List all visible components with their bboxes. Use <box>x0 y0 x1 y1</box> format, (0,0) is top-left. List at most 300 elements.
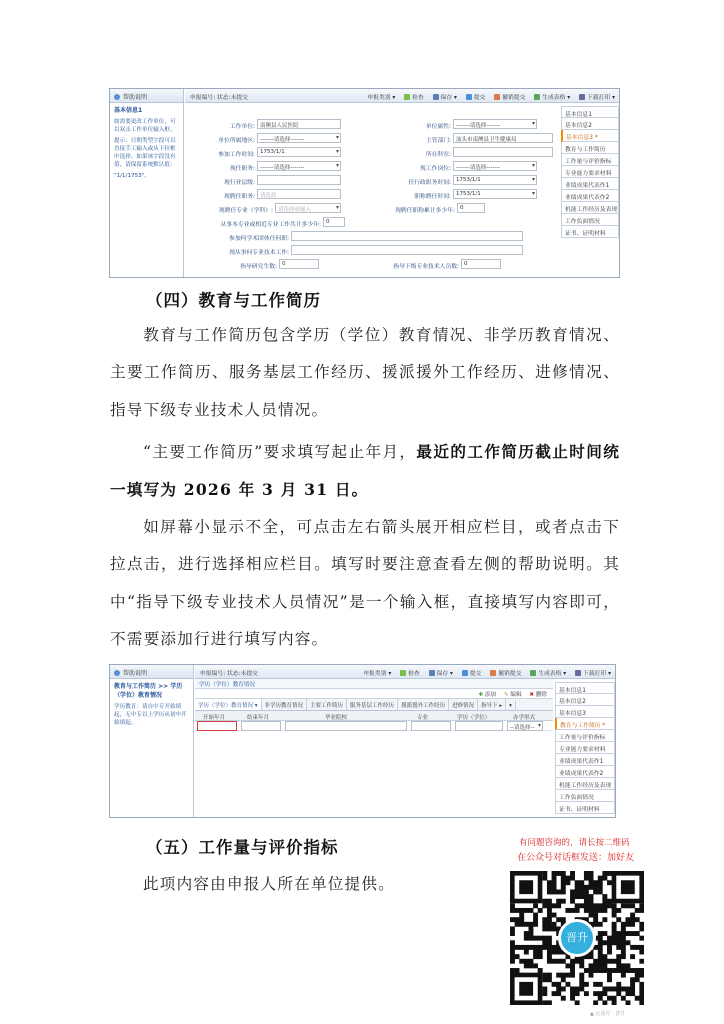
field-label: 工作单位: <box>229 124 255 130</box>
qr-module <box>593 917 598 922</box>
qr-module <box>570 899 575 904</box>
position-select[interactable]: -------请选择------- ▾ <box>257 161 341 171</box>
total-years-input[interactable]: 0 <box>323 217 345 227</box>
qr-module <box>575 894 580 899</box>
qr-module <box>635 996 640 1001</box>
delete-icon: ✖ <box>529 692 535 698</box>
nav-item-active[interactable]: 教育与工作简历 * <box>555 718 615 730</box>
revoke-submit-button[interactable]: 撤销提交 <box>494 92 525 101</box>
status-text: 申报编号: 状态:未提交 <box>200 671 258 677</box>
qr-module <box>607 996 612 1001</box>
qr-module <box>510 940 515 945</box>
qr-module <box>598 950 603 955</box>
work-start-date[interactable]: 1753/1/1 ▾ <box>257 147 341 157</box>
nav-item[interactable]: 基本信息1 <box>561 106 619 118</box>
declare-type-menu[interactable]: 申报类别 ▾ <box>367 95 396 101</box>
qr-module <box>547 885 552 890</box>
years-input[interactable]: 0 <box>457 203 485 213</box>
revoke-icon <box>490 670 496 676</box>
generate-table-button[interactable]: 生成表格 ▾ <box>530 668 566 677</box>
tab-aid[interactable]: 援派援外工作经历 <box>398 699 449 710</box>
qr-code <box>510 871 644 1005</box>
qr-module <box>621 963 626 968</box>
end-date-cell[interactable] <box>241 721 281 731</box>
nav-item[interactable]: 教育与工作简历 <box>561 142 619 154</box>
qr-module <box>602 871 607 876</box>
qr-module <box>579 987 584 992</box>
qr-module <box>607 936 612 941</box>
qr-module <box>589 954 594 959</box>
delete-button[interactable]: ✖ 删除 <box>529 692 547 698</box>
field-label: 单位所属地区: <box>218 138 255 144</box>
qr-module <box>542 899 547 904</box>
qr-module <box>579 973 584 978</box>
authority-input[interactable]: 汕头市南澳县卫生健康局 <box>453 133 553 143</box>
qr-module <box>589 963 594 968</box>
download-print-button[interactable]: 下载打印 ▾ <box>575 668 611 677</box>
nav-item[interactable]: 证书、证明材料 <box>561 226 619 238</box>
admin-level-input[interactable] <box>257 175 341 185</box>
qr-module <box>519 922 524 927</box>
qr-module <box>542 922 547 927</box>
qr-module <box>579 959 584 964</box>
qr-note-1: 有问题咨询的，请长按二维码 <box>519 838 630 848</box>
nav-item[interactable]: 机能工作经历及表现 <box>561 202 619 214</box>
tab-more-dropdown[interactable]: ▾ <box>506 701 516 712</box>
qr-module <box>639 903 644 908</box>
qr-module <box>542 987 547 992</box>
qr-module <box>565 982 570 987</box>
qr-module <box>524 931 529 936</box>
submit-icon <box>462 670 468 676</box>
qr-module <box>607 903 612 908</box>
qr-module <box>626 931 631 936</box>
qr-module <box>542 926 547 931</box>
study-form-select[interactable]: --请选择-- ▾ <box>507 721 543 731</box>
qr-module <box>528 945 533 950</box>
column-header: 毕业院校 <box>325 715 348 721</box>
qr-module <box>579 903 584 908</box>
qr-module <box>598 903 603 908</box>
nav-item-active[interactable]: 基本信息3 * <box>561 130 619 142</box>
qr-module <box>639 968 644 973</box>
qr-module <box>616 936 621 941</box>
help-text: 提示：日期类型字段可以直接手工输入或从下拉框中选择。如果该字段没有值，请保留系统默认值： <box>114 138 176 168</box>
qr-module <box>561 973 566 978</box>
action-bar <box>195 689 553 699</box>
qr-module <box>552 926 557 931</box>
nav-item[interactable]: 专业能力要求材料 <box>555 742 615 754</box>
save-icon <box>433 94 439 100</box>
qr-module <box>602 963 607 968</box>
tab-training[interactable]: 进修情况 <box>449 699 478 710</box>
basic-info-form <box>185 103 561 278</box>
department-input[interactable] <box>453 147 553 157</box>
form-row <box>185 133 561 143</box>
field-label: 现聘任职称累计多少年: <box>395 208 455 214</box>
qr-module <box>556 987 561 992</box>
nav-item[interactable]: 业绩成果代表作1 <box>555 754 615 766</box>
section-nav <box>561 106 619 277</box>
qr-module <box>593 968 598 973</box>
qr-module <box>556 973 561 978</box>
form-row <box>185 203 561 213</box>
qr-module <box>602 991 607 996</box>
admin-date-input[interactable]: 1753/1/1 ▾ <box>453 175 537 185</box>
nav-item[interactable]: 机能工作经历及表现 <box>555 778 615 790</box>
qr-module <box>556 959 561 964</box>
help-header: 帮助说明 <box>110 89 183 103</box>
qr-module <box>621 926 626 931</box>
qr-module <box>612 936 617 941</box>
declare-type-menu[interactable]: 申报类别 ▾ <box>363 671 392 677</box>
qr-module <box>519 959 524 964</box>
qr-module <box>607 899 612 904</box>
qr-module <box>598 959 603 964</box>
field-label: 主管部门: <box>425 138 451 144</box>
qr-module <box>556 871 561 876</box>
print-icon <box>575 670 581 676</box>
qr-module <box>579 963 584 968</box>
qr-module <box>602 968 607 973</box>
qr-module <box>639 945 644 950</box>
academic-group-input[interactable] <box>291 231 523 241</box>
nav-item[interactable]: 证书、证明材料 <box>555 802 615 814</box>
qr-module <box>630 968 635 973</box>
qr-module <box>570 876 575 881</box>
work-unit-input[interactable]: 南澳县人民医院 <box>257 119 341 129</box>
qr-module <box>639 922 644 927</box>
qr-module <box>575 908 580 913</box>
qr-module <box>589 968 594 973</box>
nav-item[interactable]: 业绩成果代表作2 <box>555 766 615 778</box>
qr-module <box>579 894 584 899</box>
qr-module <box>602 931 607 936</box>
paragraph: “主要工作简历”要求填写起止年月，最近的工作简历截止时间统一填写为 2026 年 3 月 31 日。 <box>110 442 620 500</box>
qr-module <box>510 917 515 922</box>
region-select[interactable]: -------请选择------- ▾ <box>257 133 341 143</box>
edit-button[interactable]: ✎ 编辑 <box>503 692 522 698</box>
qr-module <box>584 889 589 894</box>
column-header: 专业 <box>417 715 429 721</box>
qr-module <box>602 908 607 913</box>
qr-module <box>533 954 538 959</box>
qr-module <box>626 940 631 945</box>
qr-module <box>612 926 617 931</box>
section-nav <box>555 682 615 817</box>
qr-module <box>598 954 603 959</box>
qr-module <box>510 926 515 931</box>
qr-module <box>575 959 580 964</box>
watermark: ▲ 公众号 · 晋升 <box>590 1011 626 1017</box>
generate-table-button[interactable]: 生成表格 ▾ <box>534 92 570 101</box>
qr-module <box>570 963 575 968</box>
degree-cell[interactable] <box>455 721 503 731</box>
qr-module <box>639 987 644 992</box>
qr-module <box>538 950 543 955</box>
qr-module <box>602 959 607 964</box>
qr-module <box>616 982 621 987</box>
qr-module <box>626 1000 631 1005</box>
qr-module <box>598 996 603 1001</box>
unit-type-select[interactable]: -------请选择------- ▾ <box>453 119 537 129</box>
qr-module <box>593 889 598 894</box>
qr-module <box>510 959 515 964</box>
qr-module <box>556 899 561 904</box>
qr-module <box>630 987 635 992</box>
qr-module <box>593 885 598 890</box>
qr-module <box>515 954 520 959</box>
current-work-input[interactable] <box>291 245 523 255</box>
qr-module <box>510 945 515 950</box>
qr-module <box>561 885 566 890</box>
qr-module <box>575 1000 580 1005</box>
qr-module <box>533 950 538 955</box>
nav-item[interactable]: 工作负面情况 <box>561 214 619 226</box>
qr-module <box>589 885 594 890</box>
add-button[interactable]: ✚ 添加 <box>478 692 497 698</box>
qr-module <box>533 913 538 918</box>
qr-module <box>598 968 603 973</box>
qr-module <box>593 908 598 913</box>
nav-item[interactable]: 基本信息1 <box>555 682 615 694</box>
save-button[interactable]: 保存 ▾ <box>433 92 457 101</box>
qr-module <box>616 945 621 950</box>
table-row[interactable] <box>195 721 553 731</box>
section-title-bar <box>195 679 553 689</box>
qr-module <box>584 903 589 908</box>
qr-module <box>639 950 644 955</box>
nav-item[interactable]: 基本信息2 <box>561 118 619 130</box>
qr-module <box>547 977 552 982</box>
nav-item[interactable]: 工作负面情况 <box>555 790 615 802</box>
qr-module <box>542 977 547 982</box>
qr-module <box>561 871 566 876</box>
qr-module <box>639 936 644 941</box>
qr-module <box>575 889 580 894</box>
qr-module <box>556 982 561 987</box>
column-header: 办学形式 <box>513 715 536 721</box>
field-label: 单位属性: <box>425 124 451 130</box>
qr-finder-pattern <box>519 982 533 996</box>
nav-item[interactable]: 基本信息3 <box>555 706 615 718</box>
junior-count-input[interactable]: 0 <box>461 259 501 269</box>
column-header: 结束年月 <box>247 715 270 721</box>
check-button[interactable]: 检查 <box>404 92 424 101</box>
table-icon <box>534 94 540 100</box>
qr-module <box>570 871 575 876</box>
nav-item[interactable]: 业绩成果代表作2 <box>561 190 619 202</box>
qr-module <box>589 871 594 876</box>
qr-module <box>565 908 570 913</box>
qr-module <box>547 926 552 931</box>
qr-module <box>621 940 626 945</box>
download-print-button[interactable]: 下载打印 ▾ <box>579 92 615 101</box>
qr-module <box>598 963 603 968</box>
qr-module <box>547 936 552 941</box>
field-label: 参加工作时间: <box>218 152 255 158</box>
nav-item[interactable]: 工作量与评价指标 <box>561 154 619 166</box>
tab-grassroots[interactable]: 服务基层工作经历 <box>347 699 398 710</box>
qr-module <box>547 889 552 894</box>
qr-module <box>542 903 547 908</box>
qr-module <box>598 880 603 885</box>
qr-module <box>589 894 594 899</box>
qr-module <box>561 917 566 922</box>
submit-icon <box>466 94 472 100</box>
qr-module <box>639 908 644 913</box>
qr-module <box>552 991 557 996</box>
qr-module <box>630 954 635 959</box>
qr-module <box>621 996 626 1001</box>
qr-module <box>552 871 557 876</box>
tab-non-degree[interactable]: 非学历教育情况 <box>262 699 308 710</box>
qr-module <box>528 926 533 931</box>
tab-guidance[interactable]: 指导下 ▸ <box>478 699 506 710</box>
qr-module <box>561 876 566 881</box>
qr-module <box>621 936 626 941</box>
qr-module <box>602 1000 607 1005</box>
qr-module <box>621 987 626 992</box>
qr-module <box>602 894 607 899</box>
qr-module <box>575 880 580 885</box>
nav-item[interactable]: 业绩成果代表作1 <box>561 178 619 190</box>
qr-module <box>584 899 589 904</box>
qr-module <box>593 922 598 927</box>
qr-module <box>598 931 603 936</box>
qr-module <box>552 950 557 955</box>
toolbar <box>195 665 615 679</box>
status-text: 申报编号: 状态:未提交 <box>190 95 248 101</box>
qr-module <box>602 987 607 992</box>
qr-module <box>635 973 640 978</box>
qr-module <box>547 973 552 978</box>
qr-module <box>524 950 529 955</box>
qr-module <box>635 931 640 936</box>
qr-module <box>602 940 607 945</box>
qr-module <box>635 908 640 913</box>
form-row <box>185 119 561 129</box>
qr-module <box>547 903 552 908</box>
qr-module <box>575 991 580 996</box>
qr-module <box>598 885 603 890</box>
qr-module <box>630 982 635 987</box>
qr-module <box>593 880 598 885</box>
paragraph: 此项内容由申报人所在单位提供。 <box>143 875 395 893</box>
qr-module <box>626 917 631 922</box>
qr-module <box>579 889 584 894</box>
revoke-icon <box>494 94 500 100</box>
qr-module <box>584 908 589 913</box>
qr-module <box>612 908 617 913</box>
qr-module <box>552 903 557 908</box>
submit-button[interactable]: 提交 <box>466 92 486 101</box>
revoke-submit-button[interactable]: 撤销提交 <box>490 668 521 677</box>
qr-module <box>584 876 589 881</box>
qr-module <box>524 945 529 950</box>
sub-tabs <box>195 699 553 711</box>
field-label: 现聘任职务: <box>224 194 255 200</box>
qr-module <box>607 973 612 978</box>
field-label: 职称聘任时间: <box>414 194 451 200</box>
qr-module <box>565 876 570 881</box>
qr-module <box>584 991 589 996</box>
qr-module <box>621 973 626 978</box>
qr-module <box>579 977 584 982</box>
grid-header <box>195 711 553 721</box>
nav-item[interactable]: 专业能力要求材料 <box>561 166 619 178</box>
qr-module <box>519 913 524 918</box>
qr-module <box>515 908 520 913</box>
qr-module <box>607 871 612 876</box>
qr-module <box>612 903 617 908</box>
qr-module <box>552 982 557 987</box>
post-select[interactable]: -------请选择------- ▾ <box>453 161 537 171</box>
save-button[interactable]: 保存 ▾ <box>429 668 453 677</box>
graduate-count-input[interactable]: 0 <box>279 259 319 269</box>
form-row <box>185 147 561 157</box>
qr-module <box>570 908 575 913</box>
qr-module <box>626 963 631 968</box>
start-date-cell[interactable] <box>197 721 237 731</box>
qr-finder-pattern <box>519 880 533 894</box>
title-input[interactable]: 请选择 <box>257 189 341 199</box>
screenshot-education <box>109 664 616 818</box>
qr-module <box>607 880 612 885</box>
qr-module <box>552 880 557 885</box>
edit-icon: ✎ <box>503 692 509 698</box>
submit-button[interactable]: 提交 <box>462 668 482 677</box>
nav-item[interactable]: 基本信息2 <box>555 694 615 706</box>
major-cell[interactable] <box>411 721 451 731</box>
qr-module <box>561 899 566 904</box>
qr-module <box>616 931 621 936</box>
qr-module <box>584 982 589 987</box>
school-cell[interactable] <box>285 721 407 731</box>
column-header: 开始年月 <box>203 715 226 721</box>
qr-module <box>561 889 566 894</box>
qr-module <box>584 968 589 973</box>
tab-degree-education[interactable]: 学历（学位）教育情况 ▾ <box>195 699 262 710</box>
qr-module <box>538 936 543 941</box>
check-button[interactable]: 检查 <box>400 668 420 677</box>
qr-module <box>533 963 538 968</box>
qr-module <box>607 977 612 982</box>
qr-module <box>519 945 524 950</box>
tab-work-history[interactable]: 主要工作简历 <box>307 699 347 710</box>
qr-module <box>556 917 561 922</box>
qr-module <box>547 950 552 955</box>
major-select[interactable]: 请选择或输入 ▾ <box>275 203 341 213</box>
form-row <box>185 217 561 227</box>
qr-module <box>510 968 515 973</box>
nav-item[interactable]: 工作量与评价指标 <box>555 730 615 742</box>
qr-module <box>510 954 515 959</box>
qr-module <box>547 959 552 964</box>
qr-module <box>589 903 594 908</box>
qr-module <box>542 1000 547 1005</box>
qr-module <box>598 940 603 945</box>
title-date-input[interactable]: 1753/1/1 ▾ <box>453 189 537 199</box>
qr-module <box>570 959 575 964</box>
qr-module <box>570 968 575 973</box>
qr-module <box>607 940 612 945</box>
qr-module <box>570 996 575 1001</box>
qr-module <box>570 991 575 996</box>
qr-module <box>593 913 598 918</box>
qr-module <box>552 913 557 918</box>
qr-module <box>547 908 552 913</box>
